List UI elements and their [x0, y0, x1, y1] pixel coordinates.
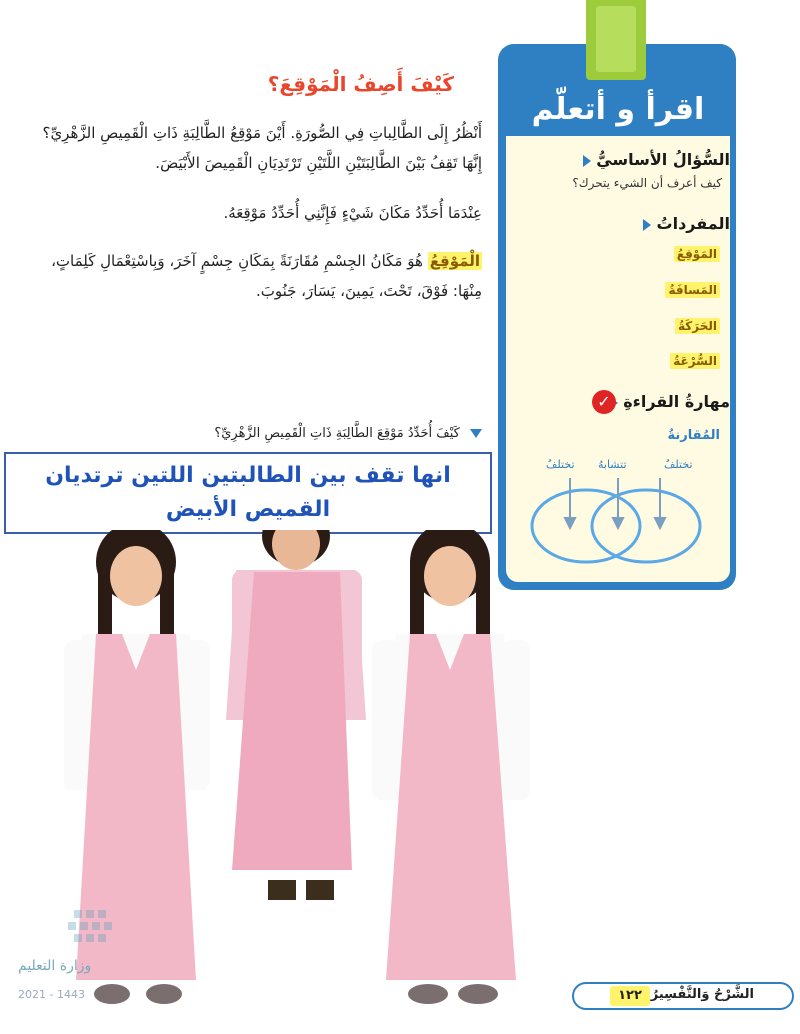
- student-middle: [226, 530, 366, 900]
- venn-label-different: تختلفُ: [664, 458, 693, 471]
- essential-question-label: السُّؤالُ الأساسيُّ: [596, 150, 730, 169]
- watermark-year: 2021 - 1443: [18, 988, 85, 1001]
- panel-title: اقرأ و أتعلّم: [531, 92, 705, 127]
- intro-paragraph: أَنْظُرُ إِلَى الطَّالِباتِ فِي الصُّورَةِ. أَيْنَ مَوْقِعُ الطَّالِبَةِ ذَاتِ الْقَمِيصِ الزَّهْرِيِّ؟ إِنَّهَا تَقِفُ بَيْنَ الطَّالِبَتَيْنِ اللَّتَيْنِ تَرْتَدِيَانِ الْقَمِيصَ الأَبْيَضَ.: [42, 124, 482, 172]
- vocabulary-label: المفرداتُ: [656, 214, 730, 233]
- essential-question-text: كيف أعرف أن الشيء يتحرك؟: [572, 176, 722, 190]
- venn-label-different: تختلفُ: [546, 458, 575, 471]
- reading-skill-name: المُقارنةُ: [667, 428, 720, 443]
- page-number: ١٢٢: [610, 986, 650, 1006]
- watermark-name: وزارة التعليم: [18, 958, 92, 974]
- vocab-item: السُّرْعَةُ: [670, 353, 720, 369]
- triangle-down-icon: [470, 429, 482, 438]
- essential-question-heading: [579, 150, 730, 169]
- checkmark-icon: ✓: [592, 390, 616, 414]
- triangle-icon: [643, 219, 651, 231]
- location-sentence: عِنْدَمَا أُحَدِّدُ مَكَانَ شَيْءٍ فَإِنَّنِي أُحَدِّدُ مَوْقِعَهُ.: [223, 204, 482, 222]
- venn-label-similar: تتشابهُ: [598, 458, 627, 471]
- definition-text: هُوَ مَكَانُ الجِسْمِ مُقَارَنَةً بِمَكَانِ جِسْمٍ آخَرَ، وَبِاسْتِعْمَالِ كَلِمَاتٍ، مِنْهَا: فَوْقَ، تَحْتَ، يَمِينَ، يَسَارَ، جَنُوبَ.: [51, 252, 482, 300]
- bookmark-ribbon: [586, 0, 646, 80]
- section-heading: كَيْفَ أَصِفُ الْمَوْقِعَ؟: [267, 72, 454, 96]
- vocabulary-heading: [639, 214, 730, 233]
- footer-section-label: الشَّرْحُ وَالتَّفْسِيرُ: [650, 987, 754, 1002]
- figure-question-text: كَيْفَ أُحَدِّدُ مَوْقِعَ الطَّالِبَةِ ذَاتِ الْقَمِيصِ الزَّهْرِيِّ؟: [214, 426, 460, 441]
- vocab-item: المَسافَةُ: [665, 282, 720, 298]
- term-highlight: الْمَوْقِعُ: [429, 252, 480, 270]
- triangle-icon: [583, 155, 591, 167]
- vocab-item: المَوْقِعُ: [674, 246, 720, 262]
- student-right: [372, 530, 530, 1004]
- reading-skill-heading: [606, 392, 730, 411]
- definition-paragraph: [22, 246, 482, 306]
- reading-skill-label: مهارةُ القراءةِ: [623, 392, 730, 411]
- answer-box[interactable]: انها تقف بين الطالبتين اللتين ترتديان القميص الأبيض: [4, 452, 492, 534]
- vocab-item: الحَرَكَةُ: [675, 318, 720, 334]
- figure-question: [214, 426, 482, 441]
